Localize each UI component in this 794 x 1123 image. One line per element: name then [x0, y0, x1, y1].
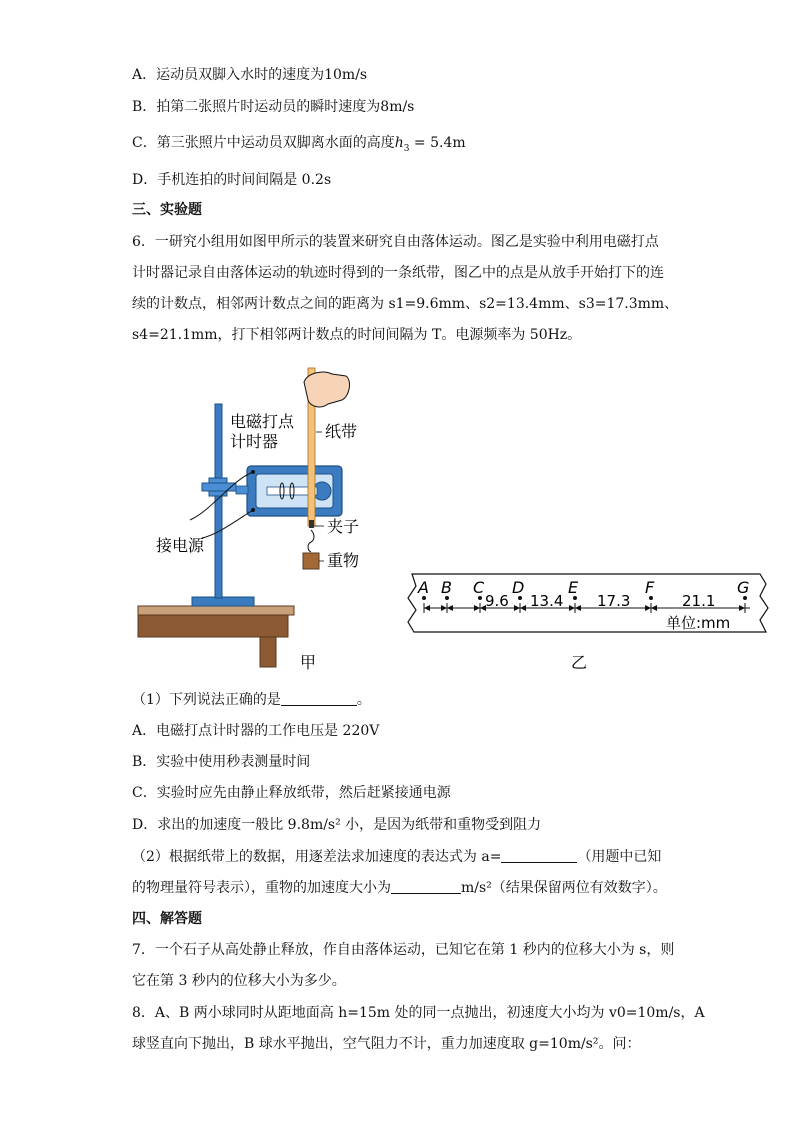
- q6-line-2: 计时器记录自由落体运动的轨迹时得到的一条纸带，图乙中的点是从放手开始打下的连: [132, 265, 664, 281]
- q6-option-d: D．求出的加速度一般比 9.8m/s² 小，是因为纸带和重物受到阻力: [132, 817, 542, 833]
- tape-label-a: A: [418, 578, 429, 597]
- label-clip: 夹子: [327, 517, 360, 536]
- q6-part2-line2: [132, 878, 667, 898]
- q6-part1-text: （1）下列说法正确的是: [132, 692, 281, 708]
- tape-label-g: G: [737, 578, 750, 597]
- label-power: 接电源: [156, 536, 205, 555]
- tape-unit: 单位:mm: [666, 614, 731, 632]
- q8-line-1: 8．A、B 两小球同时从距地面高 h=15m 处的同一点抛出，初速度大小均为 v0=10m/s，A: [132, 1005, 705, 1021]
- q5-option-b: B．拍第二张照片时运动员的瞬时速度为8m/s: [132, 99, 415, 115]
- q5-option-c-value: = 5.4m: [409, 135, 466, 151]
- q6-option-b: B．实验中使用秒表测量时间: [132, 754, 311, 770]
- label-timer-2: 计时器: [230, 432, 279, 451]
- q6-part2-text-b: （用题中已知: [577, 849, 662, 865]
- q6-line-4: s4=21.1mm，打下相邻两计数点的时间间隔为 T。电源频率为 50Hz。: [132, 327, 582, 343]
- q7-line-1: 7．一个石子从高处静止释放，作自由落体运动，已知它在第 1 秒内的位移大小为 s，则: [132, 942, 675, 958]
- tape-label-f: F: [645, 578, 655, 597]
- label-weight: 重物: [327, 551, 360, 570]
- section-heading-experiment: 三、实验题: [132, 202, 202, 218]
- q6-part1-blank[interactable]: [281, 691, 357, 706]
- q6-part1-end: 。: [356, 692, 371, 708]
- section-heading-answer: 四、解答题: [132, 911, 202, 927]
- figure-paper-tape: [404, 566, 770, 676]
- q8-line-2: 球竖直向下抛出，B 球水平抛出，空气阻力不计，重力加速度取 g=10m/s²。问：: [132, 1036, 641, 1052]
- q6-option-a: A．电磁打点计时器的工作电压是 220V: [132, 723, 380, 739]
- label-tape: 纸带: [325, 422, 358, 441]
- q7-line-2: 它在第 3 秒内的位移大小为多少。: [132, 973, 346, 989]
- q6-part2-blank-expression[interactable]: [501, 848, 577, 863]
- tape-label-d: D: [512, 578, 525, 597]
- caption-jia: 甲: [300, 653, 317, 672]
- tape-distance-ef: 17.3: [597, 592, 631, 610]
- q6-line-1: 6．一研究小组用如图甲所示的装置来研究自由落体运动。图乙是实验中利用电磁打点: [132, 234, 659, 250]
- q6-part2-text-a: （2）根据纸带上的数据，用逐差法求加速度的表达式为 a=: [132, 849, 502, 865]
- label-timer-1: 电磁打点: [230, 412, 295, 431]
- q6-part2-line1: [132, 847, 661, 867]
- tape-distance-de: 13.4: [530, 592, 564, 610]
- q5-option-c-var: h: [394, 135, 404, 151]
- q6-part1: [132, 690, 371, 710]
- figure-apparatus: [132, 360, 372, 675]
- q5-option-d: D．手机连拍的时间间隔是 0.2s: [132, 172, 332, 188]
- q6-part2-text-d: m/s²（结果保留两位有效数字）。: [461, 880, 667, 896]
- q6-part2-blank-acceleration[interactable]: [391, 879, 461, 894]
- caption-yi: 乙: [571, 653, 588, 672]
- tape-label-e: E: [568, 578, 579, 597]
- tape-label-b: B: [441, 578, 452, 597]
- q5-option-c: [132, 133, 466, 159]
- q5-option-c-text: C．第三张照片中运动员双脚离水面的高度: [132, 135, 395, 151]
- tape-distance-fg: 21.1: [682, 592, 716, 610]
- q6-option-c: C．实验时应先由静止释放纸带，然后赶紧接通电源: [132, 785, 451, 801]
- tape-label-c: C: [473, 578, 485, 597]
- q5-option-c-sub: 3: [403, 143, 410, 154]
- q5-option-a: A．运动员双脚入水时的速度为10m/s: [132, 67, 368, 83]
- q6-line-3: 续的计数点，相邻两计数点之间的距离为 s1=9.6mm、s2=13.4mm、s3=17.3mm、: [132, 296, 679, 312]
- q6-part2-text-c: 的物理量符号表示），重物的加速度大小为: [132, 880, 391, 896]
- tape-distance-cd: 9.6: [485, 592, 509, 610]
